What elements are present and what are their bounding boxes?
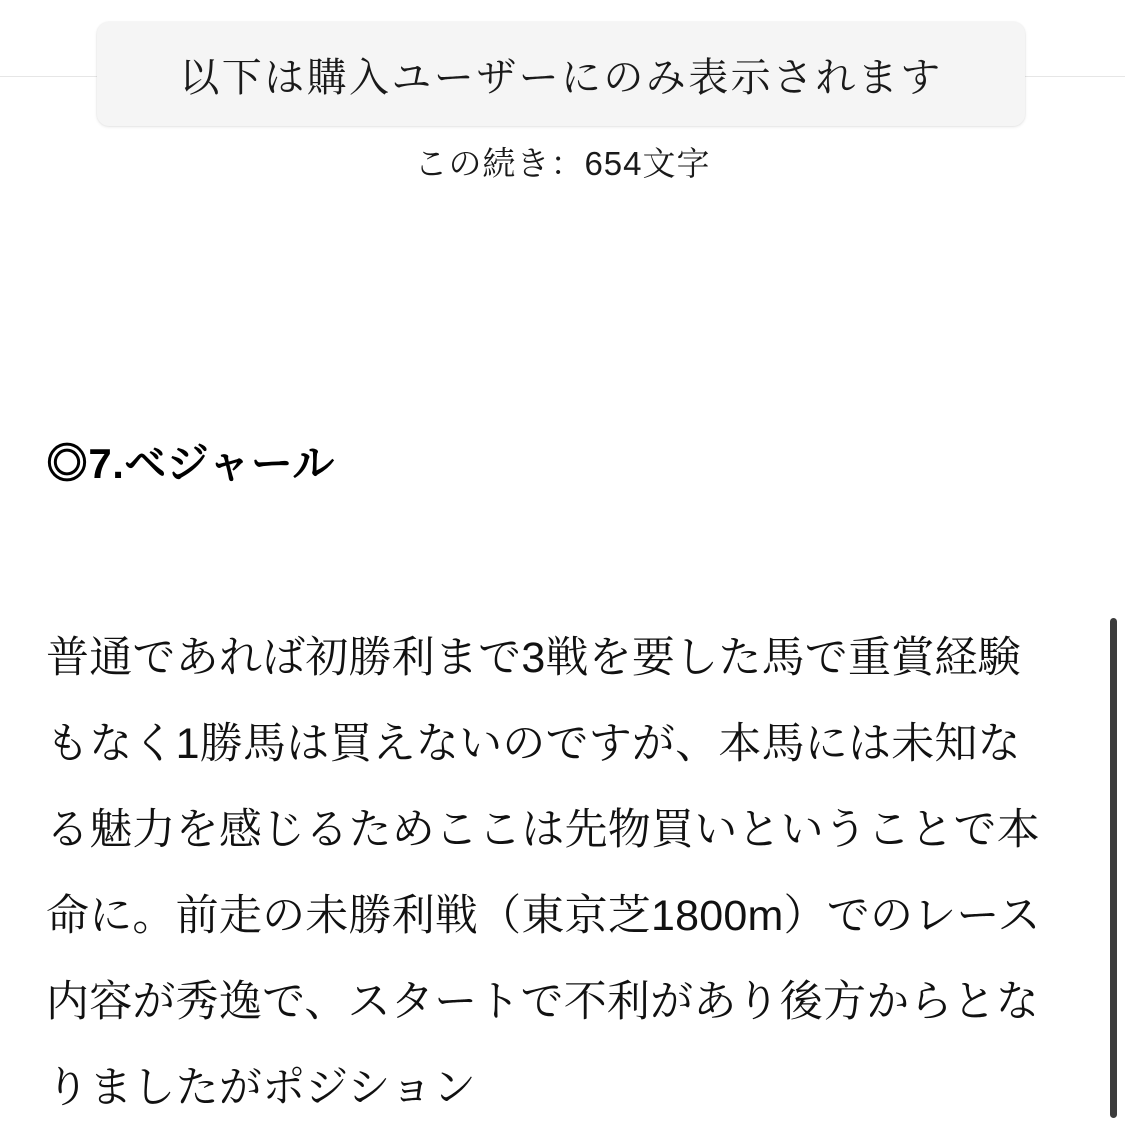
paywall-notice-banner [97,22,1025,126]
article-heading: ◎7.ベジャール [46,439,335,487]
vertical-scrollbar-thumb[interactable] [1110,618,1117,1118]
remaining-characters-note: この続き：654文字 [414,145,711,182]
paywall-notice-text: 以下は購入ユーザーにのみ表示されます [179,55,943,100]
article-body-paragraph: 普通であれば初勝利まで3戦を要した馬で重賞経験もなく1勝馬は買えないのですが、本馬には未知なる魅力を感じるためここは先物買いということで本命に。前走の未勝利戦（東京芝1800m）でのレース内容が秀逸で、スタートで不利があり後方からとなりましたがポジション [46,634,1041,1112]
